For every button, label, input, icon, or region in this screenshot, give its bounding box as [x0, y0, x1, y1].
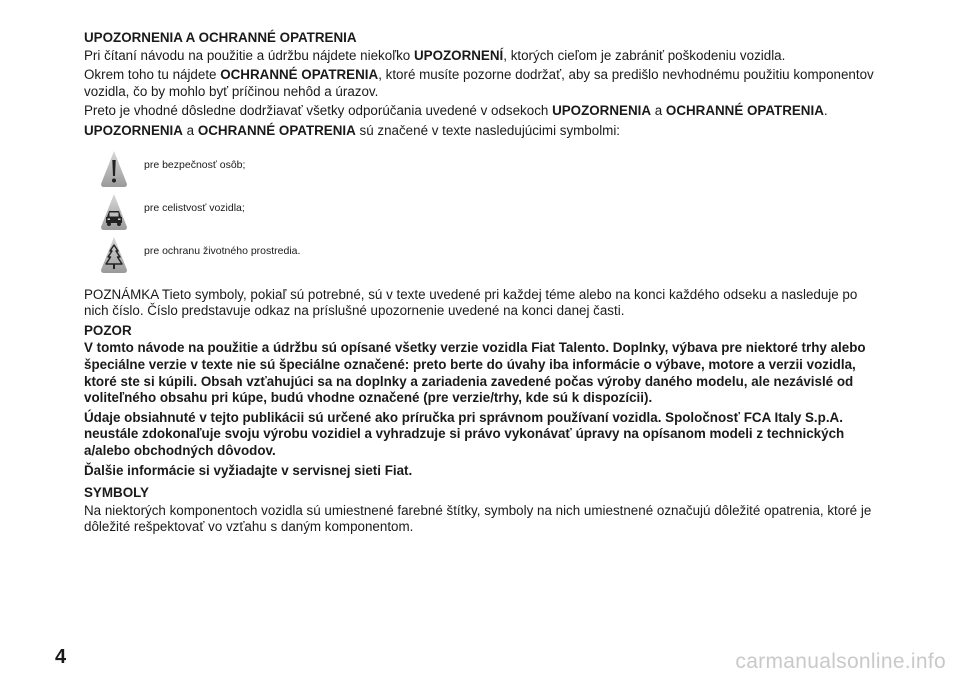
text: Preto je vhodné dôsledne dodržiavať všetky odporúčania uvedené v odsekoch [84, 103, 553, 119]
symbol-label: pre celistvosť vozidla; [144, 201, 245, 214]
text: sú značené v texte nasledujúcimi symbolmi: [355, 122, 621, 138]
tree-warning-icon [100, 236, 128, 274]
bold-term: OCHRANNÉ OPATRENIA [197, 122, 356, 138]
paragraph-4 [84, 123, 884, 140]
bold-term: OCHRANNÉ OPATRENIA [665, 103, 824, 119]
bold-term: UPOZORNENIA [84, 122, 183, 138]
symbol-label: pre ochranu životného prostredia. [144, 244, 301, 257]
symboly-heading: SYMBOLY [84, 485, 149, 501]
car-warning-icon [100, 193, 128, 231]
pozor-paragraph: V tomto návode na použitie a údržbu sú opísané všetky verzie vozidla Fiat Talento. Doplnky, výbava pre niektoré trhy alebo špeciálne verzie v texte nie sú špeciálne označené: preto berte do úvahy iba informácie o výbave, motore a verzii vozidla, ktoré ste si kúpili. Obsah vzťahujúci sa na doplnky a zariadenia zavedené počas výroby daného modelu, ale nezávislé od voliteľného obsahu pri kúpe, budú vhodne označené (pre verzie/trhy, kde sú k dispozícii). [84, 340, 866, 406]
symbol-item [100, 148, 884, 191]
paragraph-2 [84, 67, 884, 100]
pozor-block [84, 340, 884, 479]
text: , ktoré musíte pozorne dodržať, aby sa predišlo nevhodnému použitiu komponentov vozidla, čo by mohlo byť príčinou nehôd a úrazov. [84, 67, 874, 99]
bold-term: UPOZORNENIA [552, 103, 652, 119]
symbol-label: pre bezpečnosť osôb; [144, 158, 246, 171]
pozor-heading: POZOR [84, 322, 132, 338]
text: Pri čítaní návodu na použitie a údržbu nájdete niekoľko [84, 47, 414, 63]
bold-term: UPOZORNENÍ [413, 47, 504, 63]
text: , ktorých cieľom je zabrániť poškodeniu vozidla. [503, 47, 786, 63]
symbol-item [100, 234, 884, 277]
pozor-paragraph: Údaje obsiahnuté v tejto publikácii sú určené ako príručka pri správnom používaní vozidla. Spoločnosť FCA Italy S.p.A. neustále zdokonaľuje svoju výrobu vozidiel a vyhradzuje si právo vykonávať úpravy na opísanom modeli z technických a/alebo obchodných dôvodov. [84, 409, 845, 458]
pozor-paragraph: Ďalšie informácie si vyžiadajte v servisnej sieti Fiat. [84, 462, 413, 478]
paragraph-3 [84, 103, 884, 120]
bold-term: OCHRANNÉ OPATRENIA [220, 67, 379, 83]
symbol-list [84, 148, 884, 277]
text: a [182, 122, 198, 138]
text: Okrem toho tu nájdete [84, 67, 221, 83]
text: a [651, 103, 666, 119]
text: . [823, 103, 828, 119]
watermark-text: carmanualsonline.info [735, 650, 946, 673]
symbol-item [100, 191, 884, 234]
page-number: 4 [55, 646, 67, 668]
note-paragraph: POZNÁMKA Tieto symboly, pokiaľ sú potrebné, sú v texte uvedené pri každej téme alebo na konci každého odseku a nasleduje po nich číslo. Číslo predstavuje odkaz na príslušné upozornenie uvedené na konci danej časti. [84, 286, 858, 319]
document-page [84, 30, 884, 539]
exclamation-warning-icon [100, 150, 128, 188]
symboly-paragraph: Na niektorých komponentoch vozidla sú umiestnené farebné štítky, symboly na nich umiestnené označujú dôležité opatrenia, ktoré je dôležité rešpektovať vo vzťahu s daným komponentom. [84, 502, 872, 535]
paragraph-1 [84, 48, 884, 65]
section-heading: UPOZORNENIA A OCHRANNÉ OPATRENIA [84, 30, 357, 45]
